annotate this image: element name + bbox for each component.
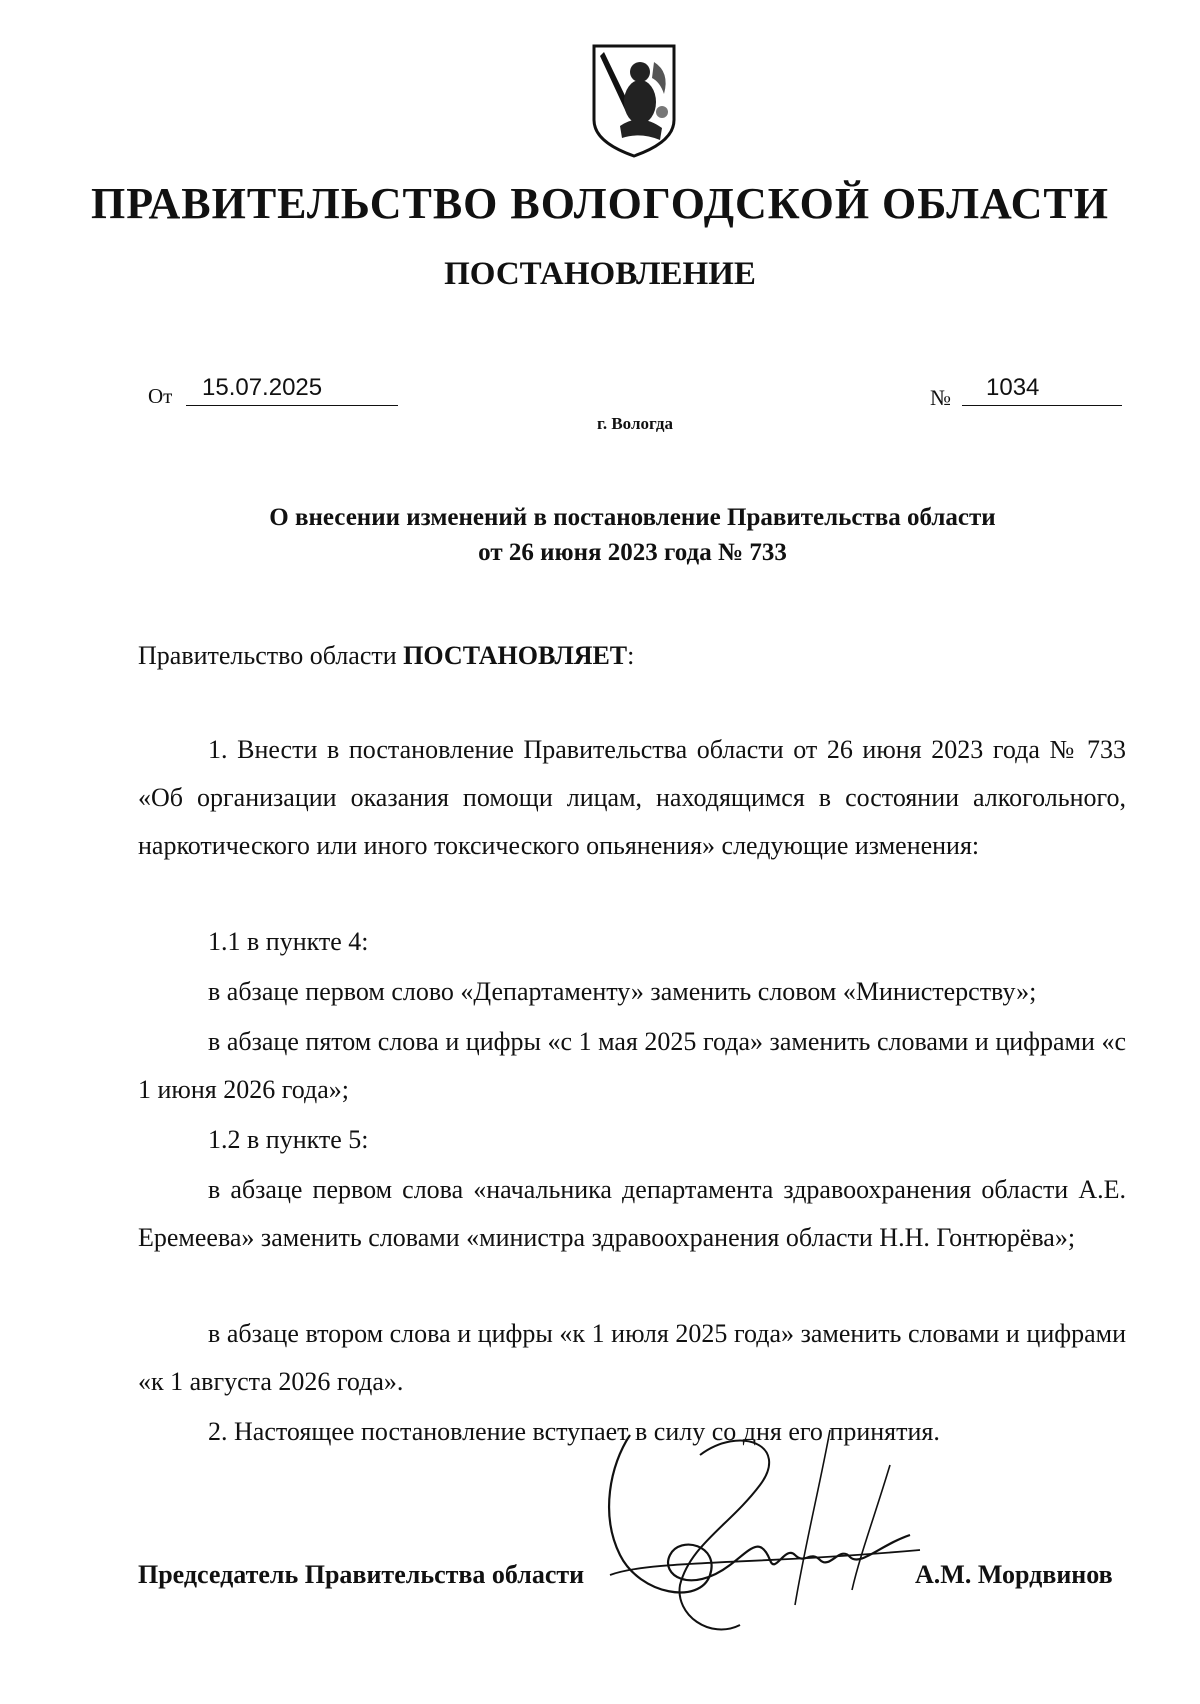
document-type: ПОСТАНОВЛЕНИЕ [444,256,756,292]
number-prefix: № [930,385,951,410]
signatory-title: Председатель Правительства области [138,1560,585,1589]
date-prefix: От [148,384,173,408]
preamble-text: Правительство области [138,641,404,670]
handwritten-signature [590,1425,940,1655]
document-date: 15.07.2025 [186,372,398,406]
paragraph-1: 1. Внести в постановление Правительства области от 26 июня 2023 года № 733 «Об организации оказания помощи лицам, находящимся в состоянии алкогольного, наркотического или иного токсического опьянения» следующие изменения: [138,735,1126,860]
signatory-name: А.М. Мордвинов [915,1560,1113,1589]
preamble-colon: : [627,641,635,670]
paragraph-1-2: 1.2 в пункте 5: [208,1125,369,1154]
document-number: 1034 [962,372,1122,406]
paragraph-1-2-a: в абзаце первом слова «начальника департамента здравоохранения области А.Е. Еремеева» заменить словами «министра здравоохранения области Н.Н. Гонтюрёва»; [138,1175,1126,1252]
document-subject [0,500,1200,570]
city: г. Вологда [597,414,673,433]
organization-title: ПРАВИТЕЛЬСТВО ВОЛОГОДСКОЙ ОБЛАСТИ [91,179,1109,228]
subject-line-2: от 26 июня 2023 года № 733 [478,539,787,566]
paragraph-1-1: 1.1 в пункте 4: [208,927,369,956]
coat-of-arms-icon [590,42,678,160]
paragraph-2: 2. Настоящее постановление вступает в силу со дня его принятия. [208,1417,940,1446]
preamble-decree-word: ПОСТАНОВЛЯЕТ [403,641,628,670]
paragraph-1-1-b: в абзаце пятом слова и цифры «с 1 мая 2025 года» заменить словами и цифрами «с 1 июня 2026 года»; [138,1027,1126,1104]
subject-line-1: О внесении изменений в постановление Правительства области [269,504,996,531]
paragraph-1-2-b: в абзаце втором слова и цифры «к 1 июля 2025 года» заменить словами и цифрами «к 1 августа 2026 года». [138,1319,1126,1396]
paragraph-1-1-a: в абзаце первом слово «Департаменту» заменить словом «Министерству»; [208,977,1037,1006]
preamble [138,632,1126,680]
